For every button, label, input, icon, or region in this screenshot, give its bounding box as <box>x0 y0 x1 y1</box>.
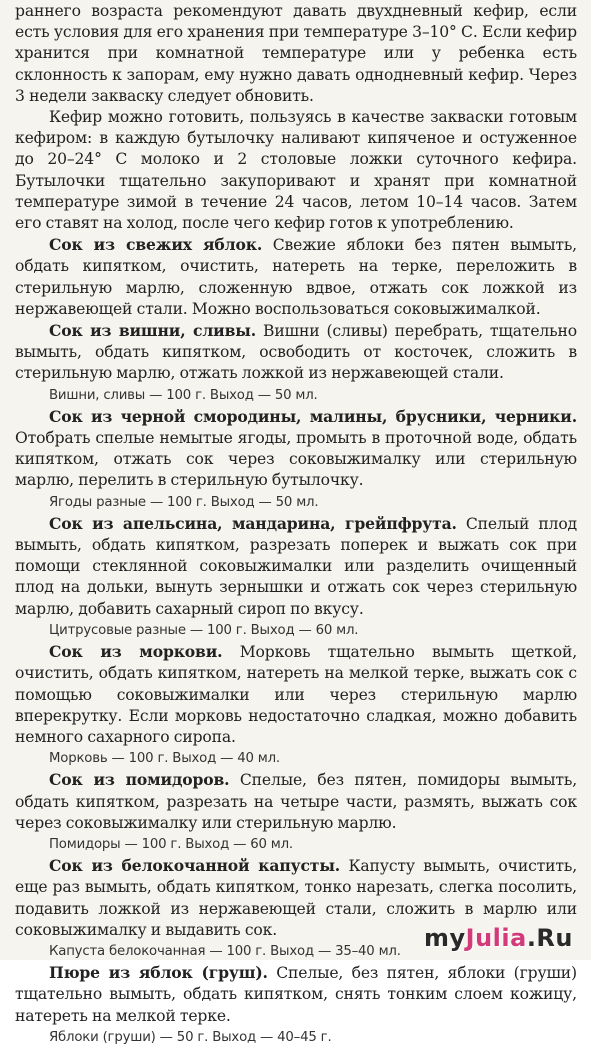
recipe-title: Пюре из яблок (груш). <box>49 963 268 983</box>
recipe-yield: Яблоки (груши) — 50 г. Выход — 40–45 г. <box>49 1029 332 1045</box>
recipe-title: Сок из моркови. <box>49 642 223 662</box>
watermark-julia: Julia <box>465 924 527 952</box>
recipe-title: Сок из вишни, сливы. <box>49 321 257 341</box>
recipe-paragraph <box>15 962 577 1027</box>
recipe-title: Сок из апельсина, мандарина, грейпфрута. <box>49 513 457 533</box>
recipe-paragraph <box>15 234 577 320</box>
recipe-title: Сок из свежих яблок. <box>49 235 263 255</box>
recipe-paragraph <box>15 641 577 748</box>
recipe-text: Спелый плод вымыть, обдать кипятком, разрезать поперек и выжать сок при помощи стеклянной соковыжималки или разделить очищенный плод на дольки, вынуть зернышки и отжать сок через стерильную марлю, добавить сахарный сироп по вкусу. <box>15 514 578 618</box>
recipe-yield: Помидоры — 100 г. Выход — 60 мл. <box>49 836 293 852</box>
site-watermark <box>424 924 573 952</box>
recipe-yield: Морковь — 100 г. Выход — 40 мл. <box>49 751 280 767</box>
recipe-text: Спелые, без пятен, помидоры вымыть, обдать кипятком, разрезать на четыре части, размять, выжать сок через соковыжималку или стерильную марлю. <box>15 771 578 832</box>
recipe-title: Сок из помидоров. <box>49 770 230 790</box>
recipe-text: Вишни (сливы) перебрать, тщательно вымыть, обдать кипятком, освободить от косточек, сложить в стерильную марлю, отжать ложкой из нержавеющей стали. <box>15 322 577 383</box>
recipe-text: Спелые, без пятен, яблоки (груши) тщательно вымыть, обдать кипятком, снять тонким слоем кожицу, натереть на мелкой терке. <box>15 964 577 1025</box>
recipe-paragraph <box>15 513 577 620</box>
recipe-paragraph <box>15 406 577 492</box>
watermark-ru: .Ru <box>526 924 573 952</box>
recipe-title: Сок из белокочанной капусты. <box>49 856 341 876</box>
recipe-yield: Ягоды разные — 100 г. Выход — 50 мл. <box>49 494 319 510</box>
recipe-yield: Вишни, сливы — 100 г. Выход — 50 мл. <box>49 387 318 403</box>
recipe-yield: Капуста белокочанная — 100 г. Выход — 35–40 мл. <box>49 943 401 959</box>
page-text <box>15 1 577 1048</box>
recipe-title: Сок из черной смородины, малины, брусники, черники. <box>49 406 577 426</box>
intro-paragraph: раннего возраста рекомендуют давать двухдневный кефир, если есть условия для его хранения при температуре 3–10° С. Если кефир хранится при комнатной температуре или у ребенка есть склонность к запорам, ему нужно давать однодневный кефир. Через 3 недели закваску следует обновить. <box>15 2 577 105</box>
recipe-text: Капусту вымыть, очистить, еще раз вымыть, обдать кипятком, тонко нарезать, слегка посолить, подавить ложкой из нержавеющей стали, сложить в марлю или соковыжималку и выдавить сок. <box>15 857 577 939</box>
watermark-my: my <box>423 924 466 952</box>
recipe-text: Морковь тщательно вымыть щеткой, очистить, обдать кипятком, натереть на мелкой терке, выжать сок с помощью соковыжималки или через стерильную марлю вперекрутку. Если морковь недостаточно сладкая, можно добавить немного сахарного сиропа. <box>15 643 577 746</box>
recipe-yield: Цитрусовые разные — 100 г. Выход — 60 мл. <box>49 622 359 638</box>
recipe-text: Отобрать спелые немытые ягоды, промыть в проточной воде, обдать кипятком, отжать сок через соковыжималку или стерильную марлю, перелить в стерильную бутылочку. <box>15 429 577 490</box>
recipe-paragraph <box>15 769 577 834</box>
recipe-text: Свежие яблоки без пятен вымыть, обдать кипятком, очистить, натереть на терке, переложить в стерильную марлю, сложенную вдвое, отжать сок ложкой из нержавеющей стали. Можно воспользоваться соковыжималкой. <box>15 236 577 318</box>
recipe-paragraph <box>15 320 577 385</box>
intro-paragraph: Кефир можно готовить, пользуясь в качестве закваски готовым кефиром: в каждую бутылочку наливают кипяченое и остуженное до 20–24° С молоко и 2 столовые ложки суточного кефира. Бутылочки тщательно закупоривают и хранят при комнатной температуре зимой в течение 24 часов, летом 10–14 часов. Затем его ставят на холод, после чего кефир готов к употреблению. <box>15 108 577 233</box>
